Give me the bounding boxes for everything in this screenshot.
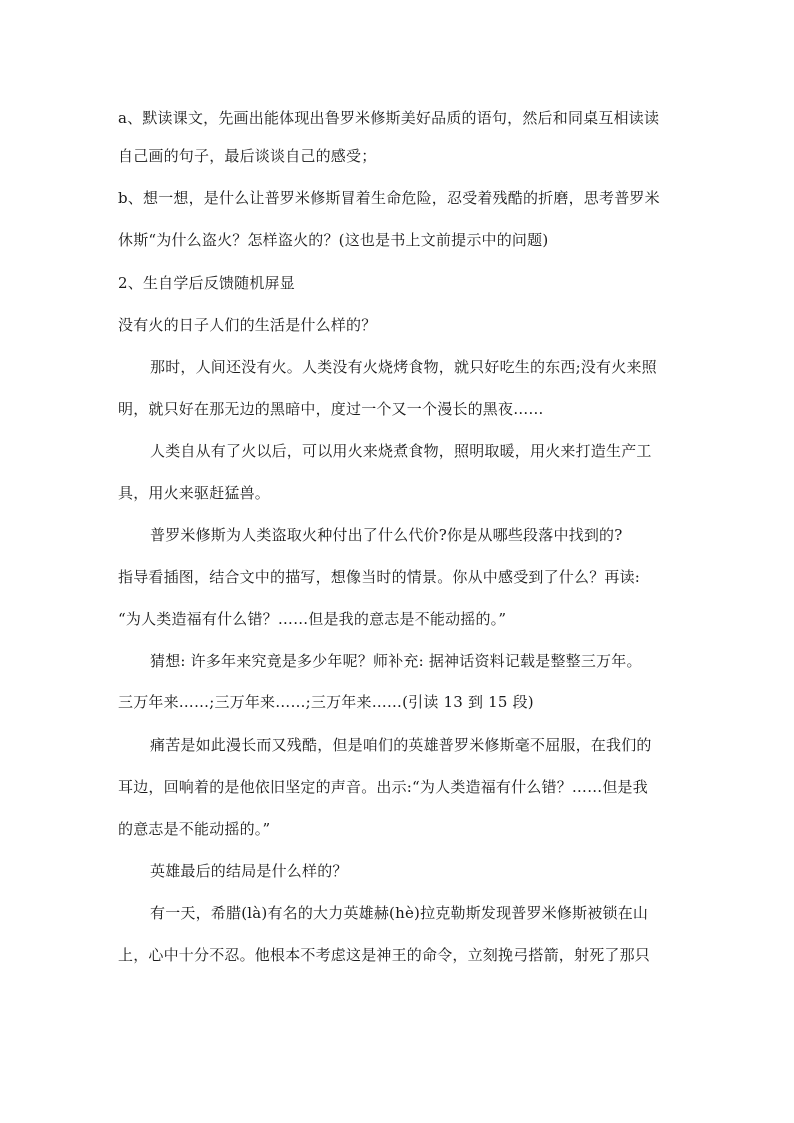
- text-line: 明，就只好在那无边的黑暗中，度过一个又一个漫长的黑夜……: [118, 400, 544, 418]
- text-line: a、默读课文，先画出能体现出鲁罗米修斯美好品质的语句，然后和同桌互相读读: [118, 109, 660, 127]
- paragraph-line: 痛苦是如此漫长而又残酷，但是咱们的英雄普罗米修斯毫不屈服，在我们的: [150, 736, 652, 754]
- text-line: 的意志是不能动摇的。”: [118, 820, 271, 838]
- text-line: b、想一想，是什么让普罗米修斯冒着生命危险，忍受着残酷的折磨，思考普罗米: [118, 189, 660, 207]
- text-line: 上，心中十分不忍。他根本不考虑这是神王的命令，立刻挽弓搭箭，射死了那只: [118, 946, 651, 964]
- text-line: 自己画的句子，最后谈谈自己的感受；: [118, 147, 377, 165]
- text-line: 休斯“为什么盗火？怎样盗火的？(这也是书上文前提示中的问题): [118, 231, 549, 249]
- text-line: 三万年来……;三万年来……;三万年来……(引读 13 到 15 段): [118, 693, 534, 711]
- text-line: “为人类造福有什么错？……但是我的意志是不能动摇的。”: [118, 610, 507, 628]
- text-line: 2、生自学后反馈随机屏显: [118, 274, 295, 292]
- paragraph-line: 那时，人间还没有火。人类没有火烧烤食物，就只好吃生的东西;没有火来照: [150, 358, 657, 376]
- text-line: 具，用火来驱赶猛兽。: [118, 484, 271, 502]
- paragraph-line: 猜想: 许多年来究竟是多少年呢？师补充: 据神话资料记载是整整三万年。: [150, 652, 642, 670]
- text-line: 耳边，回响着的是他依旧坚定的声音。出示:“为人类造福有什么错？……但是我: [118, 778, 648, 796]
- paragraph-line: 普罗米修斯为人类盗取火种付出了什么代价?你是从哪些段落中找到的?: [150, 526, 623, 544]
- paragraph-line: 有一天，希腊(là)有名的大力英雄赫(hè)拉克勒斯发现普罗米修斯被锁在山: [150, 904, 649, 922]
- paragraph-line: 人类自从有了火以后，可以用火来烧煮食物，照明取暖，用火来打造生产工: [150, 442, 652, 460]
- text-line: 没有火的日子人们的生活是什么样的？: [118, 316, 377, 334]
- paragraph-line: 英雄最后的结局是什么样的？: [150, 862, 348, 880]
- text-line: 指导看插图，结合文中的描写，想像当时的情景。你从中感受到了什么？再读:: [118, 568, 641, 586]
